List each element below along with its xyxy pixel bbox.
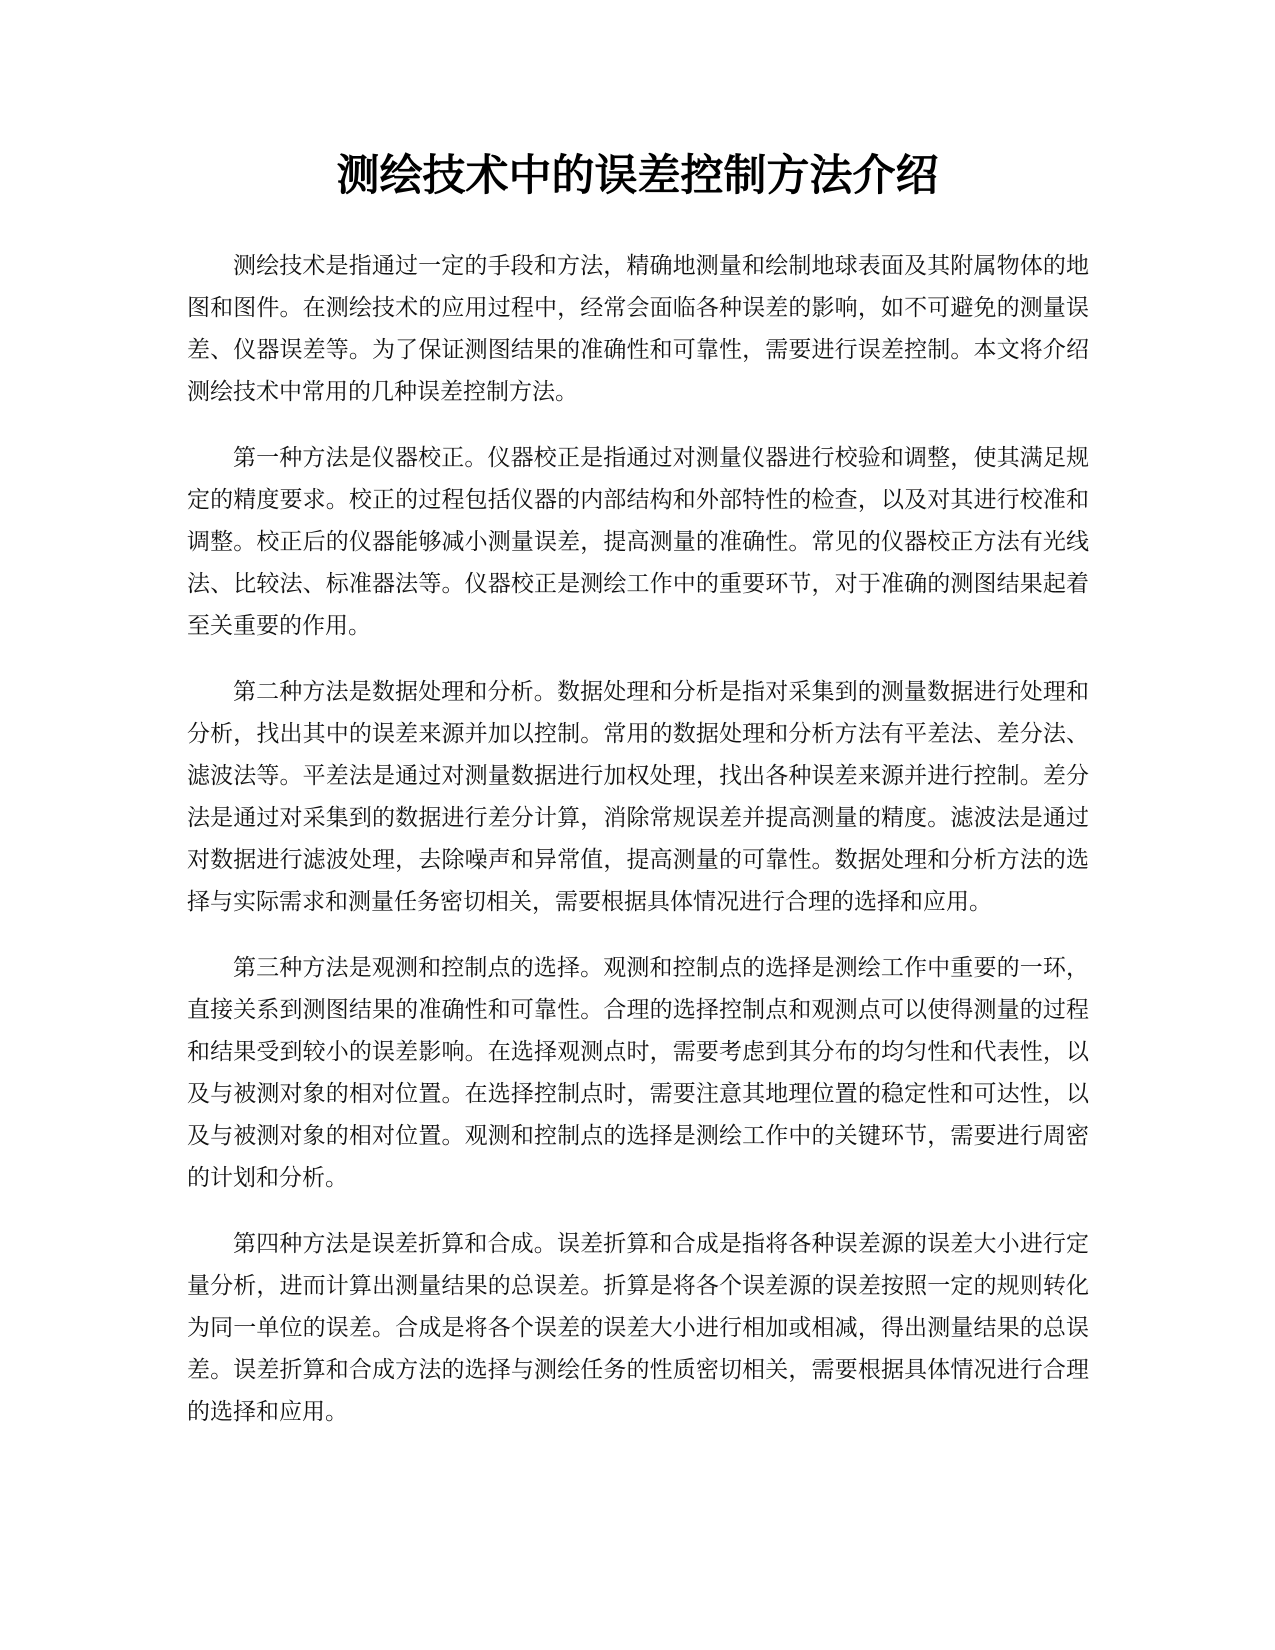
- document-body: [187, 245, 1089, 1457]
- paragraph-method-4: 第四种方法是误差折算和合成。误差折算和合成是指将各种误差源的误差大小进行定量分析，进而计算出测量结果的总误差。折算是将各个误差源的误差按照一定的规则转化为同一单位的误差。合成是将各个误差的误差大小进行相加或相减，得出测量结果的总误差。误差折算和合成方法的选择与测绘任务的性质密切相关，需要根据具体情况进行合理的选择和应用。: [187, 1231, 1089, 1425]
- page-title: 测绘技术中的误差控制方法介绍: [336, 151, 939, 201]
- paragraph-method-2: 第二种方法是数据处理和分析。数据处理和分析是指对采集到的测量数据进行处理和分析，找出其中的误差来源并加以控制。常用的数据处理和分析方法有平差法、差分法、滤波法等。平差法是通过对测量数据进行加权处理，找出各种误差来源并进行控制。差分法是通过对采集到的数据进行差分计算，消除常规误差并提高测量的精度。滤波法是通过对数据进行滤波处理，去除噪声和异常值，提高测量的可靠性。数据处理和分析方法的选择与实际需求和测量任务密切相关，需要根据具体情况进行合理的选择和应用。: [187, 679, 1089, 915]
- paragraph-method-1: 第一种方法是仪器校正。仪器校正是指通过对测量仪器进行校验和调整，使其满足规定的精度要求。校正的过程包括仪器的内部结构和外部特性的检查，以及对其进行校准和调整。校正后的仪器能够减小测量误差，提高测量的准确性。常见的仪器校正方法有光线法、比较法、标准器法等。仪器校正是测绘工作中的重要环节，对于准确的测图结果起着至关重要的作用。: [187, 445, 1089, 639]
- paragraph-intro: 测绘技术是指通过一定的手段和方法，精确地测量和绘制地球表面及其附属物体的地图和图件。在测绘技术的应用过程中，经常会面临各种误差的影响，如不可避免的测量误差、仪器误差等。为了保证测图结果的准确性和可靠性，需要进行误差控制。本文将介绍测绘技术中常用的几种误差控制方法。: [187, 253, 1089, 405]
- paragraph-method-3: 第三种方法是观测和控制点的选择。观测和控制点的选择是测绘工作中重要的一环，直接关系到测图结果的准确性和可靠性。合理的选择控制点和观测点可以使得测量的过程和结果受到较小的误差影响。在选择观测点时，需要考虑到其分布的均匀性和代表性，以及与被测对象的相对位置。在选择控制点时，需要注意其地理位置的稳定性和可达性，以及与被测对象的相对位置。观测和控制点的选择是测绘工作中的关键环节，需要进行周密的计划和分析。: [187, 955, 1089, 1191]
